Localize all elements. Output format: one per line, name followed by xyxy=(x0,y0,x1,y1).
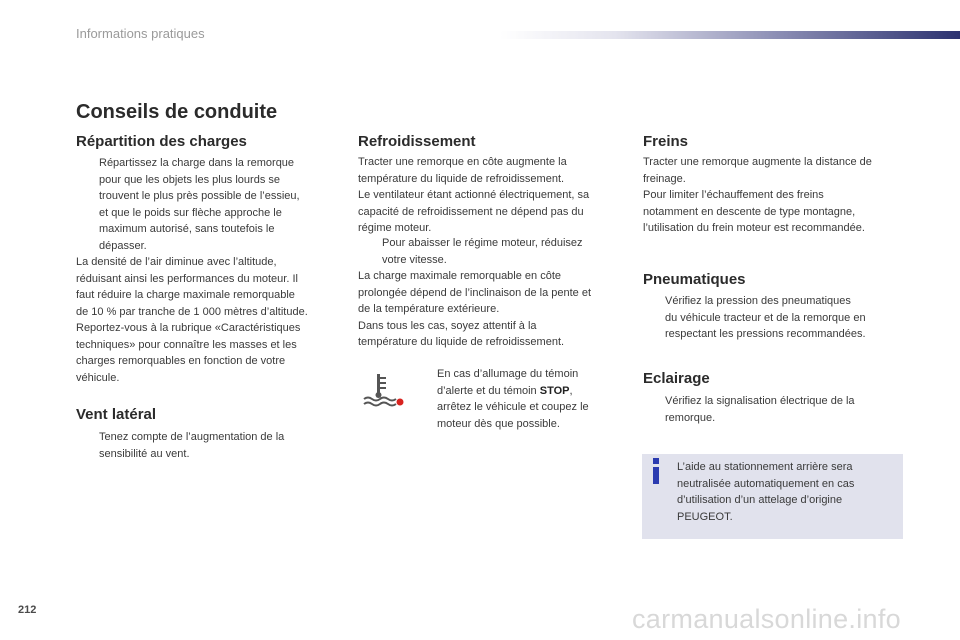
bullet-vent xyxy=(99,429,339,462)
text-line: Le ventilateur étant actionné électriquement, sa xyxy=(358,189,590,201)
header-title: Informations pratiques xyxy=(76,26,205,41)
text-line: arrêtez le véhicule et coupez le xyxy=(437,401,589,413)
text-line: faut réduire la charge maximale remorquable xyxy=(76,289,295,301)
info-text xyxy=(677,459,897,525)
page-number: 212 xyxy=(18,604,37,616)
text-line: charges remorquables en fonction de votre xyxy=(76,355,286,367)
text-line: température du liquide de refroidissement. xyxy=(358,336,565,348)
paragraph-caracteristiques xyxy=(76,320,346,386)
text-line: véhicule. xyxy=(76,371,120,384)
paragraph-freins xyxy=(643,154,913,237)
paragraph-refroidissement xyxy=(358,154,628,237)
text-line: En cas d’allumage du témoin xyxy=(437,368,579,380)
text-line: Pour abaisser le régime moteur, réduisez xyxy=(382,237,583,249)
text-line: La densité de l’air diminue avec l’altitude, xyxy=(76,256,277,268)
text-line: température du liquide de refroidissement. xyxy=(358,172,565,185)
heading-pneumatiques: Pneumatiques xyxy=(643,271,746,288)
page-title: Conseils de conduite xyxy=(76,101,278,123)
text-line: respectant les pressions recommandées. xyxy=(665,328,866,340)
text-line: Répartissez la charge dans la remorque xyxy=(99,157,295,169)
text-line: Vérifiez la pression des pneumatiques xyxy=(665,295,851,307)
text-line: régime moteur. xyxy=(358,222,432,234)
text-line: Tenez compte de l’augmentation de la xyxy=(99,431,285,443)
text-line: dépasser. xyxy=(99,239,147,252)
text-line: Reportez-vous à la rubrique «Caractéristiques xyxy=(76,322,301,334)
paragraph-charge-cote xyxy=(358,268,628,351)
text-line: de 10 % par tranche de 1 000 mètres d’altitude. xyxy=(76,305,308,318)
heading-eclairage: Eclairage xyxy=(643,370,710,387)
text-line: neutralisée automatiquement en cas xyxy=(677,477,855,490)
text-line: La charge maximale remorquable en côte xyxy=(358,270,562,282)
text-line: et que le poids sur flèche approche le xyxy=(99,206,282,219)
text-line: capacité de refroidissement ne dépend pas du xyxy=(358,205,584,218)
header-decorative-bar xyxy=(500,31,960,39)
heading-vent-lateral: Vent latéral xyxy=(76,406,157,423)
bullet-pneumatiques xyxy=(665,293,905,343)
text-line: réduisant ainsi les performances du moteur. Il xyxy=(76,272,298,285)
text-line: pour que les objets les plus lourds se xyxy=(99,173,280,186)
paragraph-densite-air xyxy=(76,254,346,320)
text-line: remorque. xyxy=(665,411,716,424)
footer-watermark: carmanualsonline.info xyxy=(632,604,901,634)
text-line: moteur dès que possible. xyxy=(437,417,560,430)
text-line: sensibilité au vent. xyxy=(99,447,190,460)
text-line-stop: d’alerte et du témoin STOP, xyxy=(437,384,573,397)
text-line: votre vitesse. xyxy=(382,253,447,266)
text-line: techniques» pour connaître les masses et les xyxy=(76,338,297,351)
stop-label: STOP xyxy=(539,384,570,397)
text-line: de la température extérieure. xyxy=(358,303,500,315)
text-line: PEUGEOT. xyxy=(677,510,733,523)
text-line: prolongée dépend de l’inclinaison de la pente et xyxy=(358,286,592,299)
text-line: maximum autorisé, sans toutefois le xyxy=(99,223,275,235)
text-line: Tracter une remorque en côte augmente la xyxy=(358,156,567,168)
bullet-repartition xyxy=(99,155,339,254)
text-line: du véhicule tracteur et de la remorque en xyxy=(665,311,866,324)
heading-freins: Freins xyxy=(643,133,689,150)
bullet-temoin-stop xyxy=(437,366,637,432)
info-icon xyxy=(649,458,663,484)
text-line: freinage. xyxy=(643,172,686,185)
text-line: notamment en descente de type montagne, xyxy=(643,205,856,218)
text-line: d’utilisation d’un attelage d’origine xyxy=(677,494,843,506)
heading-repartition-charges: Répartition des charges xyxy=(76,133,247,150)
bullet-regime-moteur xyxy=(382,235,622,268)
text-line: Vérifiez la signalisation électrique de la xyxy=(665,395,855,407)
text-line: L’aide au stationnement arrière sera xyxy=(677,461,853,473)
text-line: trouvent le plus près possible de l’essieu, xyxy=(99,190,300,202)
text-line: Pour limiter l’échauffement des freins xyxy=(643,189,824,201)
text-line: Tracter une remorque augmente la distance de xyxy=(643,156,872,168)
coolant-temperature-warning-icon xyxy=(362,372,406,408)
heading-refroidissement: Refroidissement xyxy=(358,133,476,150)
bullet-eclairage xyxy=(665,393,905,426)
text-line: l’utilisation du frein moteur est recommandée. xyxy=(643,222,865,234)
text-line: Dans tous les cas, soyez attentif à la xyxy=(358,319,537,332)
